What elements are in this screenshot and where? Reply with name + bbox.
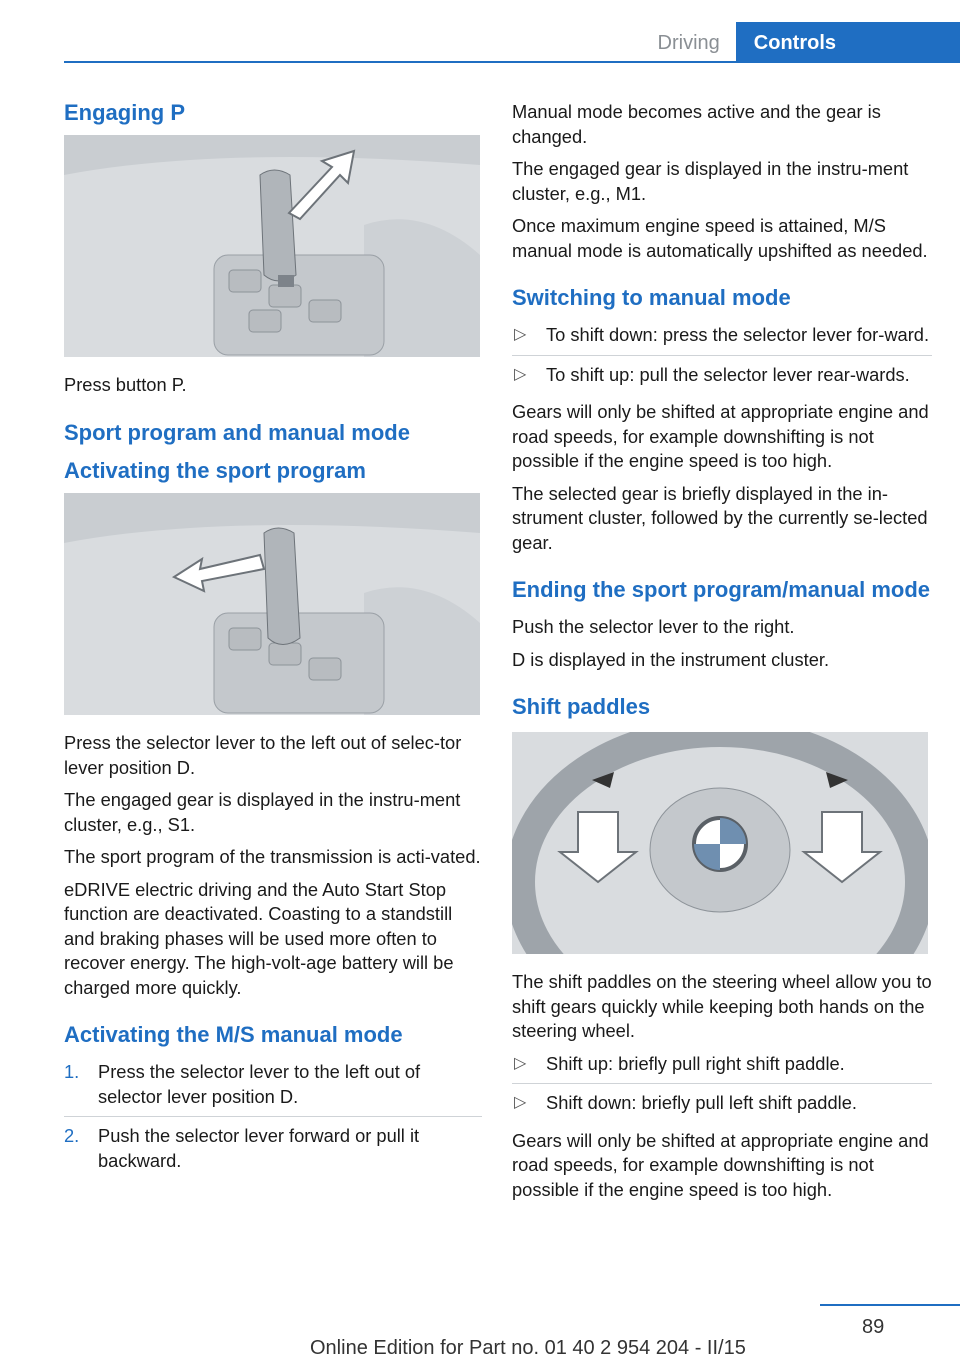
paddles-list	[512, 1052, 932, 1123]
gear-selector-figure-p	[64, 135, 480, 357]
sport-paragraph: eDRIVE electric driving and the Auto Start Stop function are deactivated. Coasting to a standstill and braking phases will be used more often to recover energy. The high-volt-age battery will be charged more quickly.	[64, 878, 454, 998]
step-number: 2.	[64, 1125, 80, 1147]
sport-paragraph: The sport program of the transmission is acti-vated.	[64, 846, 481, 868]
engaging-p-title: Engaging P	[64, 100, 185, 125]
list-item	[64, 1060, 482, 1117]
steering-wheel-figure	[512, 732, 928, 954]
triangle-right-icon: ▷	[514, 365, 527, 383]
intro-paragraph: Manual mode becomes active and the gear is changed.	[512, 101, 881, 147]
page-header	[642, 22, 960, 62]
gear-selector-sport-illustration	[64, 493, 480, 715]
ms-steps-list	[64, 1060, 482, 1180]
paddles-final-paragraph: Gears will only be shifted at appropriate engine and road speeds, for example downshifting is not possible if the engine speed is too high.	[512, 1129, 929, 1200]
shift-paddles-title: Shift paddles	[512, 694, 651, 719]
sport-manual-heading: Sport program and manual mode	[64, 419, 410, 445]
switching-paragraph: Gears will only be shifted at appropriate engine and road speeds, for example downshifting is not possible if the engine speed is too high.	[512, 401, 929, 471]
intro-paragraph: The engaged gear is displayed in the instru-ment cluster, e.g., M1.	[512, 158, 909, 204]
step-text: Push the selector lever forward or pull it backward.	[98, 1125, 420, 1171]
ending-paragraph: Push the selector lever to the right.	[512, 616, 795, 637]
list-item	[64, 1124, 482, 1180]
switching-paragraph: The selected gear is briefly displayed in the in-strument cluster, followed by the currently se-lected gear.	[512, 482, 928, 553]
ending-paragraph: D is displayed in the instrument cluster.	[512, 648, 830, 670]
left-column	[64, 100, 482, 1186]
triangle-right-icon: ▷	[514, 1054, 527, 1072]
edition-text: Online Edition for Part no. 01 40 2 954 204 - II/15	[310, 1337, 746, 1359]
sport-paragraph: Press the selector lever to the left out of selec-tor lever position D.	[64, 732, 462, 778]
list-item	[512, 1091, 932, 1123]
switching-list	[512, 323, 932, 394]
step-number: 1.	[64, 1061, 80, 1083]
activating-sport-title: Activating the sport program	[64, 457, 366, 483]
gear-selector-p-illustration	[64, 135, 480, 357]
switching-title: Switching to manual mode	[512, 285, 791, 310]
header-chapter: Controls	[736, 22, 960, 62]
list-item	[512, 363, 932, 395]
paddles-paragraph: The shift paddles on the steering wheel allow you to shift gears quickly while keeping both hands on the steering wheel.	[512, 971, 932, 1041]
right-column	[512, 100, 932, 1210]
gear-selector-figure-sport	[64, 493, 480, 715]
intro-paragraph: Once maximum engine speed is attained, M/S manual mode is automatically upshifted as needed.	[512, 215, 928, 261]
activating-ms-title: Activating the M/S manual mode	[64, 1022, 403, 1048]
steering-wheel-illustration	[512, 732, 928, 954]
list-item-text: To shift down: press the selector lever for-ward.	[546, 324, 930, 345]
footer-rule	[820, 1304, 960, 1306]
list-item-text: Shift up: briefly pull right shift paddle.	[546, 1052, 845, 1074]
page-number: 89	[862, 1316, 885, 1338]
list-item-text: Shift down: briefly pull left shift paddle.	[546, 1092, 857, 1113]
triangle-right-icon: ▷	[514, 326, 527, 343]
step-text: Press the selector lever to the left out of selector lever position D.	[98, 1061, 421, 1107]
header-section: Driving	[657, 32, 720, 54]
ending-title: Ending the sport program/manual mode	[512, 577, 931, 602]
list-item-text: To shift up: pull the selector lever rear-wards.	[546, 363, 910, 385]
list-item	[512, 323, 932, 356]
list-item	[512, 1052, 932, 1085]
triangle-right-icon: ▷	[514, 1094, 527, 1111]
header-rule	[64, 61, 960, 63]
press-p-text: Press button P.	[64, 374, 187, 396]
sport-paragraph: The engaged gear is displayed in the instru-ment cluster, e.g., S1.	[64, 789, 461, 835]
